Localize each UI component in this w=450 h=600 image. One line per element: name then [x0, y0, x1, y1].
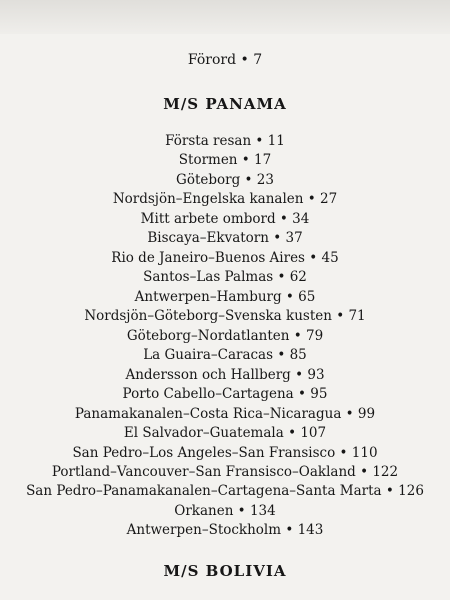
toc-entry: Nordsjön–Engelska kanalen • 27 — [112, 191, 338, 208]
toc-entry: Antwerpen–Stockholm • 143 — [126, 522, 324, 539]
toc-entry: Santos–Las Palmas • 62 — [143, 269, 307, 286]
toc-entry: Nordsjön–Göteborg–Svenska kusten • 71 — [84, 308, 366, 325]
foreword-entry: Förord • 7 — [187, 52, 263, 68]
section-title-ms-panama: M/S PANAMA — [163, 95, 287, 113]
toc-entry: Biscaya–Ekvatorn • 37 — [147, 230, 303, 247]
toc-entry: Andersson och Hallberg • 93 — [125, 366, 325, 383]
toc-entry: Rio de Janeiro–Buenos Aires • 45 — [111, 249, 339, 266]
toc-entry: Orkanen • 134 — [174, 502, 276, 519]
table-of-contents-list — [0, 132, 450, 541]
toc-entry: Panamakanalen–Costa Rica–Nicaragua • 99 — [74, 405, 376, 422]
toc-entry: Göteborg • 23 — [176, 171, 274, 188]
toc-entry: San Pedro–Panamakanalen–Cartagena–Santa Marta • 126 — [26, 483, 424, 500]
toc-entry: Mitt arbete ombord • 34 — [140, 210, 310, 227]
section-title-ms-bolivia: M/S BOLIVIA — [163, 561, 287, 580]
toc-entry: La Guaira–Caracas • 85 — [143, 347, 307, 364]
toc-entry: Portland–Vancouver–San Fransisco–Oakland • 122 — [51, 463, 399, 480]
toc-entry: Antwerpen–Hamburg • 65 — [134, 288, 316, 305]
toc-entry: El Salvador–Guatemala • 107 — [123, 425, 327, 442]
toc-entry: Stormen • 17 — [178, 152, 272, 169]
toc-entry: Göteborg–Nordatlanten • 79 — [126, 327, 324, 344]
bleed-through-text — [0, 0, 450, 34]
toc-entry: Första resan • 11 — [165, 133, 285, 149]
toc-entry: San Pedro–Los Angeles–San Fransisco • 110 — [72, 444, 378, 461]
toc-entry: Porto Cabello–Cartagena • 95 — [122, 386, 328, 403]
